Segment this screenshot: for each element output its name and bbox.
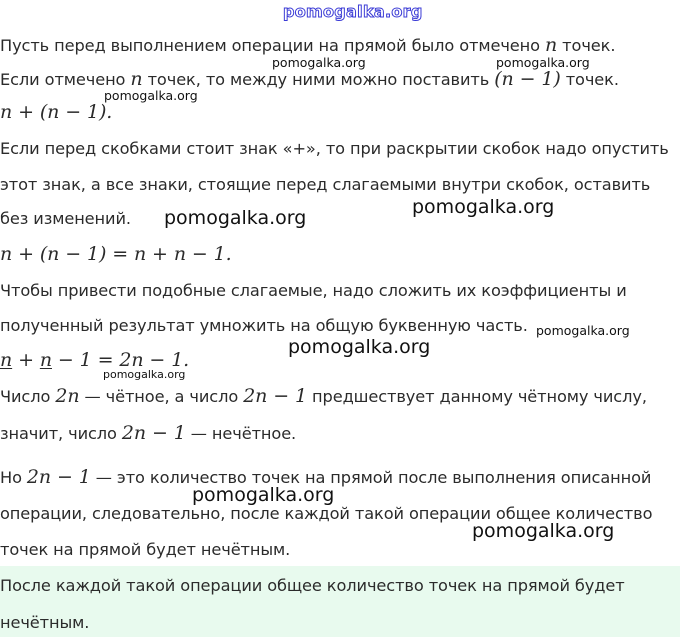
text: Но	[0, 468, 27, 487]
math-underlined-n: n	[0, 349, 13, 371]
math-line-7	[0, 243, 232, 266]
math-n: n	[545, 34, 558, 56]
watermark: pomogalka.org	[496, 55, 590, 70]
text-line-11	[0, 385, 647, 408]
text-line-15	[0, 539, 290, 561]
text: значит, число	[0, 424, 122, 443]
math-operator: +	[12, 349, 40, 371]
math-expression: − 1 = 2n − 1.	[51, 349, 190, 371]
text-line-8	[0, 280, 627, 302]
answer-line-1: После каждой такой операции общее количество точек на прямой будет	[0, 576, 625, 595]
watermark: pomogalka.org	[103, 368, 186, 381]
watermark: pomogalka.org	[288, 336, 431, 358]
math-expression: (n − 1)	[494, 68, 561, 90]
text-line-5	[0, 174, 650, 196]
text: точек, то между ними можно поставить	[142, 70, 495, 89]
text-line-6	[0, 208, 131, 230]
watermark: pomogalka.org	[412, 196, 555, 218]
text: точек на прямой будет нечётным.	[0, 540, 291, 559]
text: Чтобы привести подобные слагаемые, надо сложить их коэффициенты и	[0, 281, 627, 300]
math-expression: 2n	[55, 385, 80, 407]
text-line-9	[0, 315, 528, 337]
text: предшествует данному чётному числу,	[307, 387, 647, 406]
math-expression: n + (n − 1).	[0, 101, 113, 123]
watermark: pomogalka.org	[472, 520, 615, 542]
text-line-12	[0, 422, 296, 445]
site-logo-watermark: pomogalka.org	[283, 2, 423, 21]
text: Если перед скобками стоит знак «+», то при раскрытии скобок надо опустить	[0, 139, 669, 158]
text: без изменений.	[0, 209, 131, 228]
text: Если отмечено	[0, 70, 131, 89]
text: Пусть перед выполнением операции на прямой было отмечено	[0, 36, 545, 55]
text: этот знак, а все знаки, стоящие перед слагаемыми внутри скобок, оставить	[0, 175, 651, 194]
watermark: pomogalka.org	[104, 88, 198, 103]
text: полученный результат умножить на общую буквенную часть.	[0, 316, 528, 335]
text: Число	[0, 387, 56, 406]
text: операции, следовательно, после каждой такой операции общее количество	[0, 504, 653, 523]
math-expression: 2n − 1	[121, 422, 186, 444]
text: — нечётное.	[185, 424, 297, 443]
text: — это количество точек на прямой после выполнения описанной	[90, 468, 652, 487]
watermark: pomogalka.org	[536, 323, 630, 338]
text-line-2	[0, 68, 619, 91]
math-expression: 2n − 1	[243, 385, 308, 407]
text-line-4	[0, 138, 669, 160]
math-line-3	[0, 101, 112, 124]
watermark: pomogalka.org	[164, 207, 307, 229]
math-expression: 2n − 1	[26, 466, 91, 488]
watermark: pomogalka.org	[192, 484, 335, 506]
math-equation: n + (n − 1) = n + n − 1.	[0, 243, 232, 265]
text: — чётное, а число	[79, 387, 244, 406]
answer-line-2: нечётным.	[0, 613, 90, 632]
math-underlined-n: n	[39, 349, 52, 371]
text: точек.	[557, 36, 616, 55]
text-line-1	[0, 34, 615, 57]
math-n: n	[130, 68, 143, 90]
text: точек.	[560, 70, 619, 89]
watermark: pomogalka.org	[272, 55, 366, 70]
